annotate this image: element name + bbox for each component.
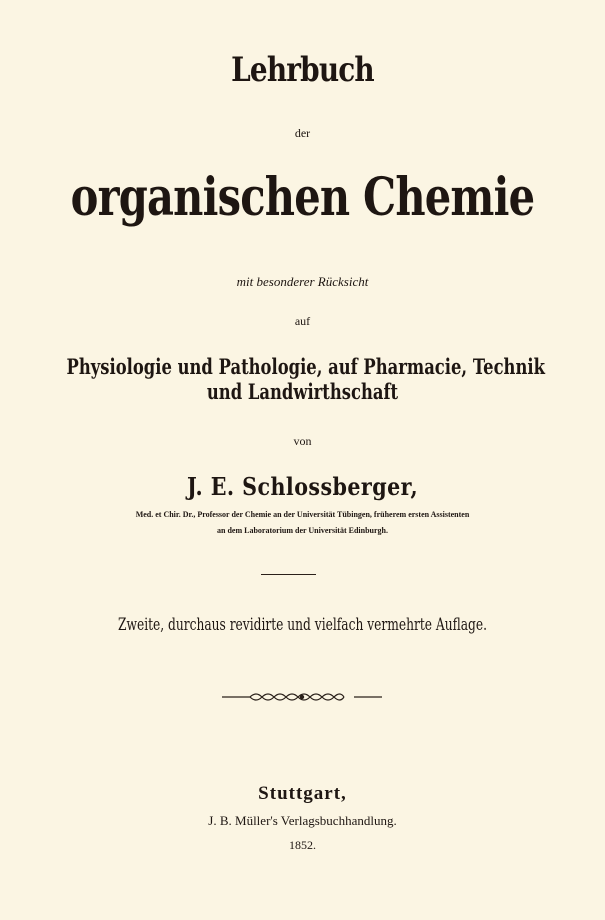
author-name: J. E. Schlossberger,: [186, 472, 419, 501]
divider-rule: [261, 574, 316, 575]
subject-line-2: und Landwirthschaft: [206, 379, 399, 404]
author-credentials-2: an dem Laboratorium der Universität Edinburgh.: [217, 526, 388, 535]
by-line: von: [293, 434, 312, 448]
subtitle-auf: auf: [294, 314, 311, 328]
subject-line-1: Physiologie und Pathologie, auf Pharmacie, Technik: [66, 354, 545, 379]
edition-statement: Zweite, durchaus revidirte und vielfach vermehrte Auflage.: [117, 615, 488, 635]
title-lehrbuch: Lehrbuch: [231, 50, 374, 90]
author-credentials-1: Med. et Chir. Dr., Professor der Chemie an der Universität Tübingen, früherem ersten Assistenten: [135, 510, 470, 519]
title-connector: der: [294, 126, 311, 140]
subtitle-mit: mit besonderer Rücksicht: [236, 274, 369, 289]
title-main: organischen Chemie: [70, 167, 535, 228]
publication-year: 1852.: [289, 838, 316, 852]
publication-city: Stuttgart,: [258, 783, 347, 804]
publisher-name: J. B. Müller's Verlagsbuchhandlung.: [208, 813, 397, 828]
ornament-divider-icon: [220, 690, 384, 704]
